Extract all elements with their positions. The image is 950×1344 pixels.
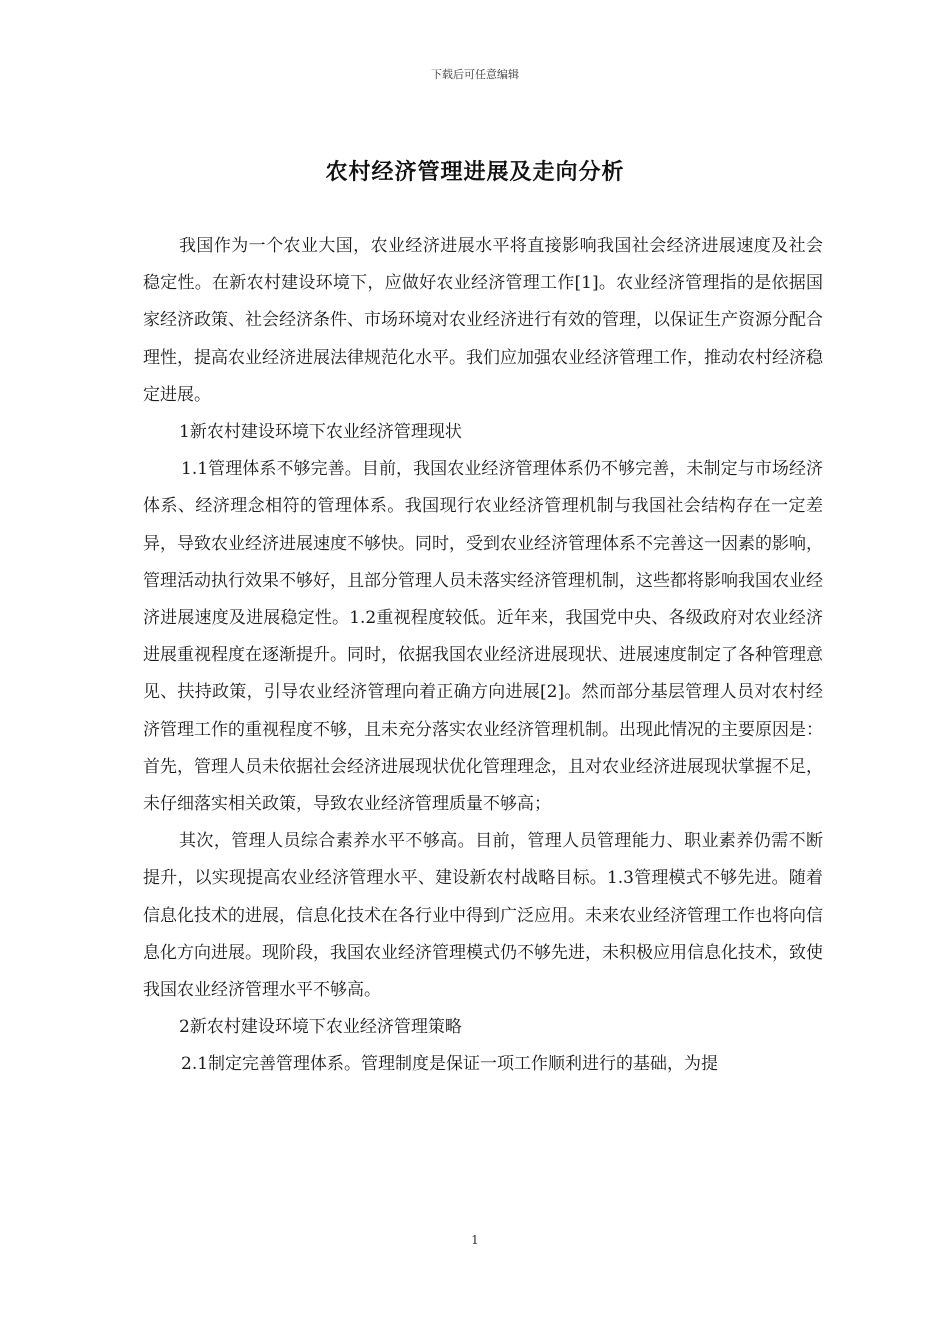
paragraph-intro: 我国作为一个农业大国，农业经济进展水平将直接影响我国社会经济进展速度及社会稳定性。在新农村建设环境下，应做好农业经济管理工作[1]。农业经济管理指的是依据国家经济政策、社会经济条件、市场环境对农业经济进行有效的管理，以保证生产资源分配合理性，提高农业经济进展法律规范化水平。我们应加强农业经济管理工作，推动农村经济稳定进展。 [143, 236, 823, 405]
header-note: 下载后可任意编辑 [431, 68, 519, 81]
section-heading-2: 2新农村建设环境下农业经济管理策略 [179, 1017, 462, 1038]
paragraph-section-1-continued: 其次，管理人员综合素养水平不够高。目前，管理人员管理能力、职业素养仍需不断提升，以实现提高农业经济管理水平、建设新农村战略目标。1.3管理模式不够先进。随着信息化技术的进展，信息化技术在各行业中得到广泛应用。未来农业经济管理工作也将向信息化方向进展。现阶段，我国农业经济管理模式仍不够先进，未积极应用信息化技术，致使我国农业经济管理水平不够高。 [143, 831, 823, 1001]
section-heading-1: 1新农村建设环境下农业经济管理现状 [179, 422, 462, 443]
paragraph-section-1: 1.1管理体系不够完善。目前，我国农业经济管理体系仍不够完善，未制定与市场经济体系、经济理念相符的管理体系。我国现行农业经济管理机制与我国社会结构存在一定差异，导致农业经济进展速度不够快。同时，受到农业经济管理体系不完善这一因素的影响，管理活动执行效果不够好，且部分管理人员未落实经济管理机制，这些都将影响我国农业经济进展速度及进展稳定性。1.2重视程度较低。近年来，我国党中央、各级政府对农业经济进展重视程度在逐渐提升。同时，依据我国农业经济进展现状、进展速度制定了各种管理意见、扶持政策，引导农业经济管理向着正确方向进展[2]。然而部分基层管理人员对农村经济管理工作的重视程度不够，且未充分落实农业经济管理机制。出现此情况的主要原因是：首先，管理人员未依据社会经济进展现状优化管理理念，且对农业经济进展现状掌握不足，未仔细落实相关政策，导致农业经济管理质量不够高； [143, 459, 823, 815]
document-title: 农村经济管理进展及走向分析 [325, 159, 625, 185]
document-body [143, 228, 823, 1084]
paragraph-section-2: 2.1制定完善管理体系。管理制度是保证一项工作顺利进行的基础，为提 [181, 1054, 719, 1075]
page-number: 1 [471, 1233, 479, 1247]
